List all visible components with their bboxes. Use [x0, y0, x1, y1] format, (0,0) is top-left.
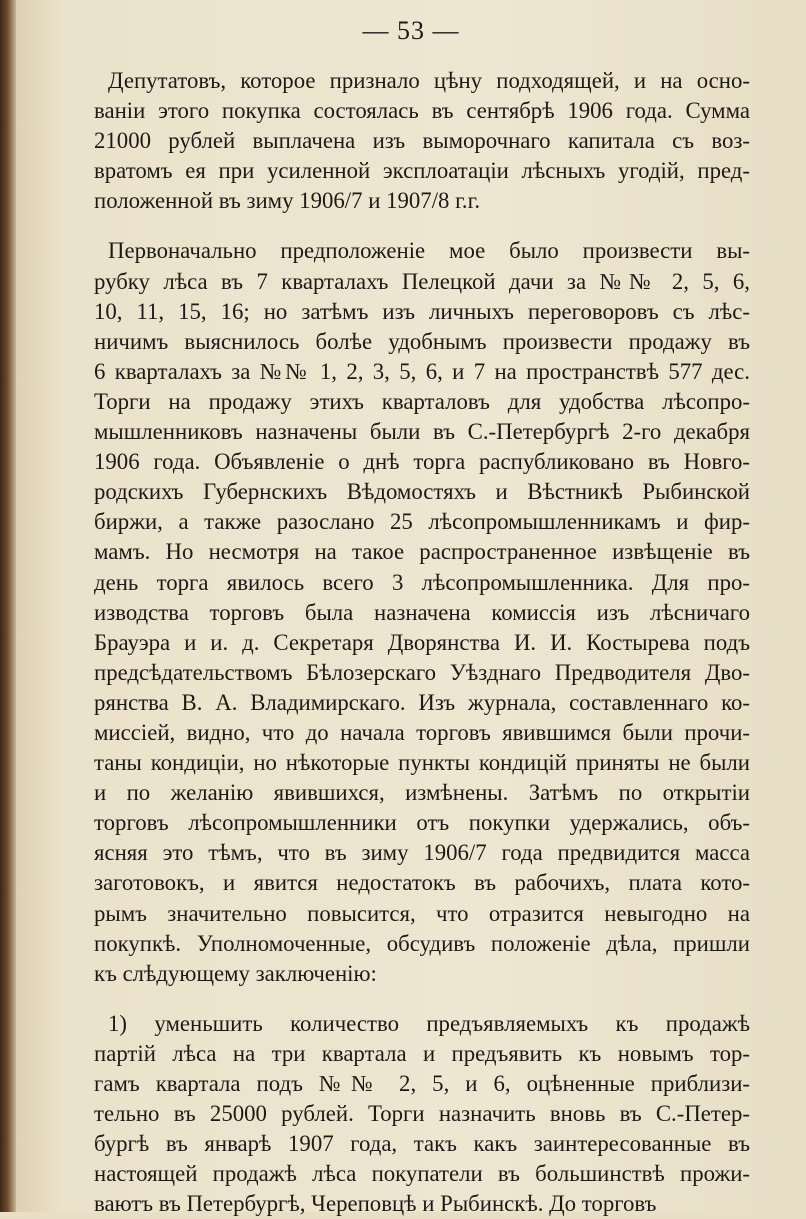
text-line: Депутатовъ, которое признало цѣну подходящей, и на осно- [108, 68, 750, 93]
text-line: торговъ лѣсопромышленники отъ покупки удержались, объ- [94, 810, 750, 836]
text-line: мышленниковъ назначены были въ С.-Петербургѣ 2-го декабря [94, 419, 750, 445]
paragraph-1 [94, 66, 750, 216]
text-line: гамъ квартала подъ №№ 2, 5, и 6, оцѣненные приблизи- [94, 1071, 750, 1096]
text-line: партій лѣса на три квартала и предъявить къ новымъ тор- [94, 1040, 750, 1066]
text-line: ваніи этого покупка состоялась въ сентябрѣ 1906 года. Сумма [94, 98, 750, 124]
text-line: 1) уменьшить количество предъявляемыхъ къ продажѣ [108, 1010, 750, 1036]
text-line: къ слѣдующему заключенію: [94, 960, 377, 986]
page-number: — 53 — [362, 16, 460, 45]
text-line: Первоначально предположеніе мое было произвести вы- [108, 238, 750, 264]
text-line: настоящей продажѣ лѣса покупатели въ большинствѣ прожи- [94, 1161, 750, 1187]
text-line: и по желанію явившихся, измѣнены. Затѣмъ по открытіи [94, 780, 750, 806]
text-line: ничимъ выяснилось болѣе удобнымъ произвести продажу въ [94, 328, 750, 354]
text-line: 10, 11, 15, 16; но затѣмъ изъ личныхъ переговоровъ съ лѣс- [94, 298, 750, 324]
text-line: 1906 года. Объявленіе о днѣ торга распубликовано въ Новго- [94, 449, 750, 475]
text-line: рубку лѣса въ 7 кварталахъ Пелецкой дачи за №№ 2, 5, 6, [94, 268, 750, 294]
text-line: мамъ. Но несмотря на такое распространенное извѣщеніе въ [94, 539, 750, 565]
text-line: таны кондиціи, но нѣкоторые пункты кондицій приняты не были [94, 750, 750, 776]
text-line: 6 кварталахъ за №№ 1, 2, 3, 5, 6, и 7 на пространствѣ 577 дес. [94, 358, 750, 384]
book-spine-edge [0, 0, 16, 1212]
text-line: положенной въ зиму 1906/7 и 1907/8 г.г. [94, 188, 481, 214]
text-line: рымъ значительно повысится, что отразится невыгодно на [94, 900, 750, 926]
text-line: покупкѣ. Уполномоченные, обсудивъ положеніе дѣла, пришли [94, 930, 750, 956]
text-line: вратомъ ея при усиленной эксплоатаціи лѣсныхъ угодій, пред- [94, 158, 750, 184]
book-page [16, 0, 806, 1217]
text-line: родскихъ Губернскихъ Вѣдомостяхъ и Вѣстникѣ Рыбинской [94, 479, 750, 505]
text-line: миссіей, видно, что до начала торговъ явившимся были прочи- [94, 719, 750, 745]
text-line: изводства торговъ была назначена комиссія изъ лѣсничаго [94, 599, 750, 625]
text-line: рянства В. А. Владимирскаго. Изъ журнала, составленнаго ко- [94, 689, 750, 715]
text-line: бургѣ въ январѣ 1907 года, такъ какъ заинтересованные въ [94, 1131, 750, 1157]
text-line: Торги на продажу этихъ кварталовъ для удобства лѣсопро- [94, 388, 750, 414]
text-line: ваютъ въ Петербургѣ, Череповцѣ и Рыбинскѣ. До торговъ [94, 1191, 657, 1217]
text-body [94, 66, 750, 1219]
paragraph-2 [94, 236, 750, 988]
text-line: день торга явилось всего 3 лѣсопромышленника. Для про- [94, 569, 750, 595]
text-line: биржи, а также разослано 25 лѣсопромышленникамъ и фир- [94, 509, 750, 535]
text-line: 21000 рублей выплачена изъ выморочнаго капитала съ воз- [94, 128, 750, 154]
text-line: заготовокъ, и явится недостатокъ въ рабочихъ, плата кото- [94, 870, 750, 896]
text-line: Брауэра и и. д. Секретаря Дворянства И. И. Костырева подъ [94, 629, 750, 655]
text-line: ясняя это тѣмъ, что въ зиму 1906/7 года предвидится масса [94, 840, 750, 866]
text-line: предсѣдательствомъ Бѣлозерскаго Уѣзднаго Предводителя Дво- [94, 659, 750, 685]
text-line: тельно въ 25000 рублей. Торги назначить вновь въ С.-Петер- [94, 1101, 750, 1127]
paragraph-3 [94, 1009, 750, 1219]
